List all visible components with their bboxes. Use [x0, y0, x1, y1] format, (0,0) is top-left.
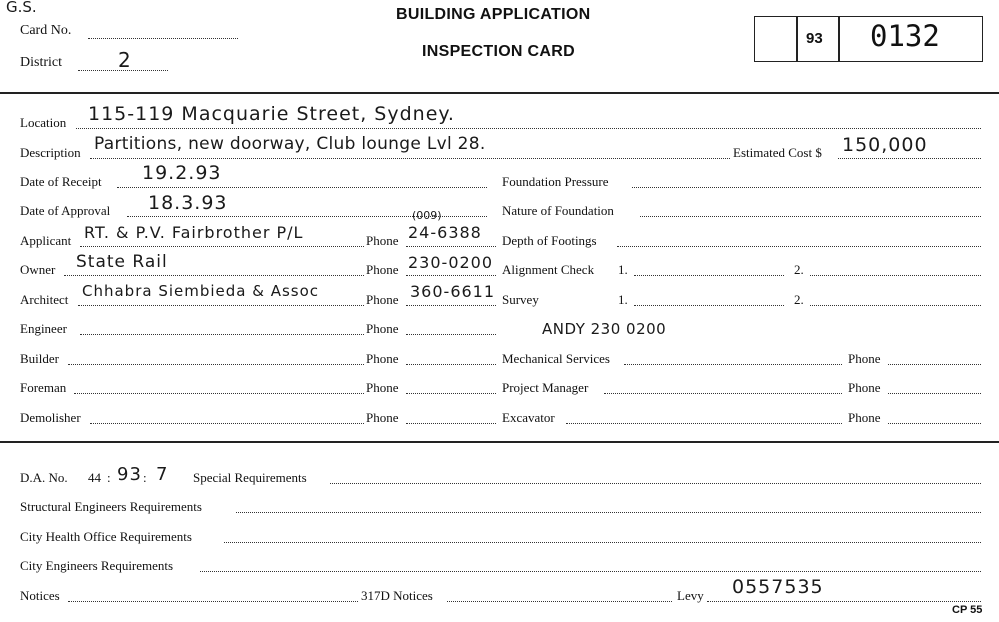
- applicant-value: RT. & P.V. Fairbrother P/L: [84, 223, 304, 242]
- foreman-phone-field[interactable]: [406, 393, 496, 394]
- nature-foundation-field[interactable]: [640, 216, 981, 217]
- district-value: 2: [118, 48, 132, 72]
- survey-two-label: 2.: [794, 292, 804, 307]
- builder-field[interactable]: [68, 364, 364, 365]
- health-label: City Health Office Requirements: [20, 529, 192, 544]
- owner-phone-field[interactable]: [406, 275, 496, 276]
- notices-317d-label: 317D Notices: [361, 588, 433, 603]
- applicant-phone-note: (009): [412, 209, 442, 222]
- estimated-cost-label: Estimated Cost $: [733, 145, 822, 160]
- card-box-blank: [754, 16, 798, 62]
- special-label: Special Requirements: [193, 470, 307, 485]
- city-engineers-label: City Engineers Requirements: [20, 558, 174, 573]
- da-value-c: 7: [156, 464, 169, 485]
- applicant-label: Applicant: [20, 233, 72, 248]
- alignment-check-label: Alignment Check: [502, 262, 595, 277]
- mechanical-field[interactable]: [624, 364, 842, 365]
- location-value: 115-119 Macquarie Street, Sydney.: [88, 103, 455, 125]
- estimated-cost-field[interactable]: [838, 158, 981, 159]
- andy-note: ANDY 230 0200: [542, 320, 667, 338]
- project-manager-phone-label: Phone: [848, 380, 881, 395]
- date-receipt-value: 19.2.93: [142, 162, 222, 184]
- demolisher-phone-label: Phone: [366, 410, 399, 425]
- architect-phone-field[interactable]: [406, 305, 496, 306]
- date-approval-value: 18.3.93: [148, 192, 228, 214]
- notices-field[interactable]: [68, 601, 358, 602]
- applicant-phone-label: Phone: [366, 233, 399, 248]
- depth-footings-label: Depth of Footings: [502, 233, 597, 248]
- description-value: Partitions, new doorway, Club lounge Lvl 28.: [94, 134, 486, 154]
- date-receipt-field[interactable]: [117, 187, 487, 188]
- estimated-cost-value: 150,000: [842, 134, 928, 156]
- alignment-two-label: 2.: [794, 262, 804, 277]
- engineer-label: Engineer: [20, 321, 67, 336]
- health-field[interactable]: [224, 542, 981, 543]
- architect-field[interactable]: [78, 305, 364, 306]
- levy-value: 0557535: [732, 576, 824, 598]
- card-no-field[interactable]: [88, 38, 238, 39]
- notices-317d-field[interactable]: [447, 601, 672, 602]
- da-value-b: 93: [117, 464, 142, 485]
- card-prefix-text: 93: [806, 30, 823, 47]
- demolisher-label: Demolisher: [20, 410, 81, 425]
- nature-foundation-label: Nature of Foundation: [502, 203, 614, 218]
- card-number-text: 0132: [870, 19, 940, 53]
- structural-label: Structural Engineers Requirements: [20, 499, 202, 514]
- location-field[interactable]: [76, 128, 981, 129]
- builder-phone-field[interactable]: [406, 364, 496, 365]
- architect-phone-value: 360-6611: [410, 282, 496, 301]
- survey-one-field[interactable]: [634, 305, 784, 306]
- owner-phone-label: Phone: [366, 262, 399, 277]
- description-field[interactable]: [90, 158, 730, 159]
- applicant-phone-value: 24-6388: [408, 223, 482, 242]
- engineer-phone-label: Phone: [366, 321, 399, 336]
- da-value-a: 44: [88, 470, 101, 485]
- city-engineers-field[interactable]: [200, 571, 981, 572]
- form-code: CP 55: [952, 604, 983, 616]
- card-no-label: Card No.: [20, 23, 72, 38]
- depth-footings-field[interactable]: [617, 246, 981, 247]
- mechanical-phone-label: Phone: [848, 351, 881, 366]
- notices-label: Notices: [20, 588, 60, 603]
- foreman-label: Foreman: [20, 380, 67, 395]
- requirements-divider: [0, 441, 999, 443]
- da-label: D.A. No.: [20, 470, 68, 485]
- owner-value: State Rail: [76, 252, 168, 272]
- alignment-one-field[interactable]: [634, 275, 784, 276]
- district-label: District: [20, 55, 62, 70]
- demolisher-phone-field[interactable]: [406, 423, 496, 424]
- foreman-phone-label: Phone: [366, 380, 399, 395]
- foreman-field[interactable]: [74, 393, 364, 394]
- special-field[interactable]: [330, 483, 981, 484]
- architect-phone-label: Phone: [366, 292, 399, 307]
- excavator-label: Excavator: [502, 410, 555, 425]
- date-approval-label: Date of Approval: [20, 203, 111, 218]
- alignment-two-field[interactable]: [810, 275, 981, 276]
- builder-phone-label: Phone: [366, 351, 399, 366]
- excavator-field[interactable]: [566, 423, 842, 424]
- owner-label: Owner: [20, 262, 56, 277]
- alignment-one-label: 1.: [618, 262, 628, 277]
- structural-field[interactable]: [236, 512, 981, 513]
- applicant-field[interactable]: [80, 246, 364, 247]
- project-manager-label: Project Manager: [502, 380, 589, 395]
- mechanical-label: Mechanical Services: [502, 351, 610, 366]
- title-line1: BUILDING APPLICATION: [396, 6, 591, 23]
- header-divider: [0, 92, 999, 94]
- owner-phone-value: 230-0200: [408, 253, 494, 272]
- date-receipt-label: Date of Receipt: [20, 174, 102, 189]
- excavator-phone-field[interactable]: [888, 423, 981, 424]
- title-line2: INSPECTION CARD: [422, 43, 575, 60]
- mechanical-phone-field[interactable]: [888, 364, 981, 365]
- applicant-phone-field[interactable]: [406, 246, 496, 247]
- survey-label: Survey: [502, 292, 539, 307]
- location-label: Location: [20, 115, 67, 130]
- engineer-field[interactable]: [80, 334, 364, 335]
- foundation-pressure-field[interactable]: [632, 187, 981, 188]
- initials-handwritten: G.S.: [6, 0, 37, 16]
- levy-label: Levy: [677, 588, 704, 603]
- levy-field[interactable]: [707, 601, 981, 602]
- architect-value: Chhabra Siembieda & Assoc: [82, 282, 320, 300]
- survey-two-field[interactable]: [810, 305, 981, 306]
- project-manager-phone-field[interactable]: [888, 393, 981, 394]
- project-manager-field[interactable]: [604, 393, 842, 394]
- architect-label: Architect: [20, 292, 69, 307]
- description-label: Description: [20, 145, 81, 160]
- excavator-phone-label: Phone: [848, 410, 881, 425]
- demolisher-field[interactable]: [90, 423, 364, 424]
- owner-field[interactable]: [64, 275, 364, 276]
- builder-label: Builder: [20, 351, 59, 366]
- engineer-phone-field[interactable]: [406, 334, 496, 335]
- survey-one-label: 1.: [618, 292, 628, 307]
- foundation-pressure-label: Foundation Pressure: [502, 174, 609, 189]
